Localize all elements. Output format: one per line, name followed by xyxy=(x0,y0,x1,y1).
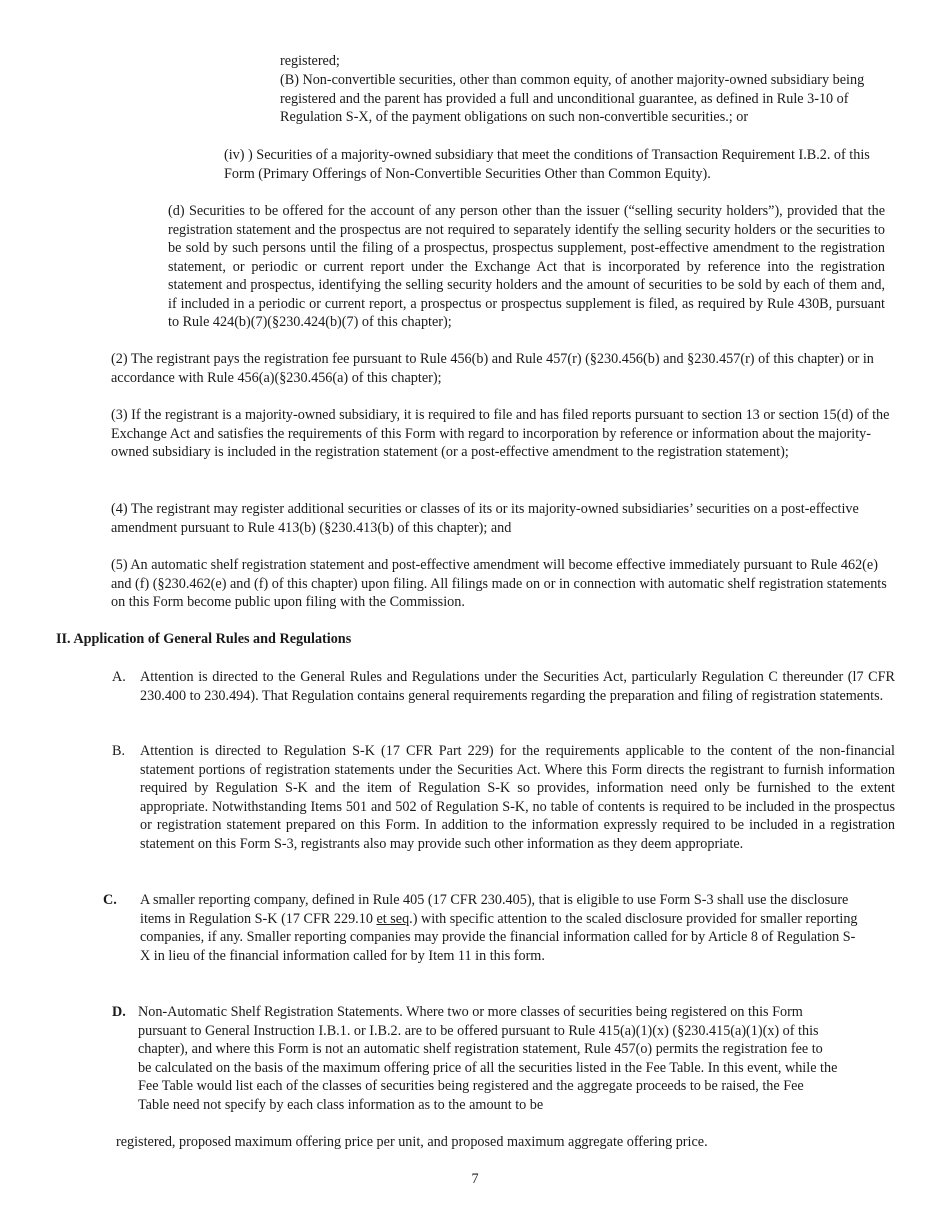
paragraph-3: (3) If the registrant is a majority-owned subsidiary, it is required to file and has filed reports pursuant to section 13 or section 15(d) of the Exchange Act and satisfies the requirements of this Form with regard to incorporation by reference or information about the majority-owned subsidiary is included in the registration statement (or a post-effective amendment to the registration statement); xyxy=(111,407,890,460)
item-c-text-part-1: A smaller reporting company, defined in Rule 405 (17 CFR 230.405), that is eligible to use Form S-3 shall use the disclosure items in Regulation S-K (17 CFR 229.10 xyxy=(140,892,849,927)
item-b-text: (B) Non-convertible securities, other than common equity, of another majority-owned subsidiary being registered and the parent has provided a full and unconditional guarantee, as defined in Rule 3-10 of Regulation S-X, of the payment obligations on such non-convertible securities.; or xyxy=(280,72,865,125)
item-d-text: (d) Securities to be offered for the account of any person other than the issuer (“selling security holders”), provided that the registration statement and the prospectus are not required to separately identify the selling security holders or the securities to be sold by such persons until the filing of a prospectus, prospectus supplement, post-effective amendment to the registration statement, or periodic or current report under the Exchange Act that is incorporated by reference into the registration statement and prospectus, identifying the selling security holders and the amount of securities to be sold by each of them and, if included in a periodic or current report, a prospectus or prospectus supplement is filed, as required by Rule 430B, pursuant to Rule 424(b)(7)(§230.424(b)(7) of this chapter); xyxy=(168,203,885,330)
item-c-text-part-2: .) with specific attention to the scaled disclosure provided for smaller reporting companies, if any. Smaller reporting companies may provide the financial information called for by Article 8 of Regulation S-X in lieu of the financial information called for by Item 11 in this form. xyxy=(140,910,858,964)
item-a-letter: A. xyxy=(112,669,126,685)
item-b-regulation-text: Attention is directed to Regulation S-K (17 CFR Part 229) for the requirements applicable to the content of the non-financial statement portions of registration statements under the Securities Act. Where this Form directs the registrant to furnish information required by Regulation S-K and the item of Regulation S-K so provides, information need only be furnished to the extent appropriate. Notwithstanding Items 501 and 502 of Regulation S-K, no table of contents is required to be included in the prospectus or registration statement prepared on this Form. In addition to the information expressly required to be included in a registration statement on this Form S-3, registrants also may provide such other information as they deem appropriate. xyxy=(140,743,895,852)
item-b-continuation: registered; xyxy=(280,53,340,69)
item-b-letter: B. xyxy=(112,743,126,759)
et-seq-link-text: et seq xyxy=(376,910,410,927)
item-iv-text: (iv) ) Securities of a majority-owned subsidiary that meet the conditions of Transaction Requirement I.B.2. of this Form (Primary Offerings of Non-Convertible Securities Other than Common Equity). xyxy=(224,147,870,182)
paragraph-5: (5) An automatic shelf registration statement and post-effective amendment will become effective immediately pursuant to Rule 462(e) and (f) (§230.462(e) and (f) of this chapter) upon filing. All filings made on or in connection with automatic shelf registration statements on this Form become public upon filing with the Commission. xyxy=(111,557,887,610)
item-a-text: Attention is directed to the General Rules and Regulations under the Securities Act, particularly Regulation C thereunder (l7 CFR 230.400 to 230.494). That Regulation contains general requirements regarding the preparation and filing of registration statements. xyxy=(140,669,895,704)
item-d-shelf-text: Non-Automatic Shelf Registration Statements. Where two or more classes of securities being registered on this Form pursuant to General Instruction I.B.1. or I.B.2. are to be offered pursuant to Rule 415(a)(1)(x) (§230.415(a)(1)(x) of this chapter), and where this Form is not an automatic shelf registration statement, Rule 457(o) permits the registration fee to be calculated on the basis of the maximum offering price of all the securities listed in the Fee Table. In this event, while the Fee Table would list each of the classes of securities being registered and the aggregate proceeds to be raised, the Fee Table need not specify by each class information as to the amount to be xyxy=(138,1004,838,1113)
paragraph-2: (2) The registrant pays the registration fee pursuant to Rule 456(b) and Rule 457(r) (§230.456(b) and §230.457(r) of this chapter) or in accordance with Rule 456(a)(§230.456(a) of this chapter); xyxy=(111,351,874,386)
section-ii-heading: II. Application of General Rules and Regulations xyxy=(56,631,352,647)
item-c-text xyxy=(140,891,865,965)
paragraph-4: (4) The registrant may register additional securities or classes of its or its majority-owned subsidiaries’ securities on a post-effective amendment pursuant to Rule 413(b) (§230.413(b) of this chapter); and xyxy=(111,501,859,536)
item-c-letter: C. xyxy=(103,892,117,908)
item-d-letter: D. xyxy=(112,1004,126,1020)
page-number: 7 xyxy=(471,1171,479,1187)
item-d-continuation: registered, proposed maximum offering price per unit, and proposed maximum aggregate offering price. xyxy=(116,1134,708,1150)
